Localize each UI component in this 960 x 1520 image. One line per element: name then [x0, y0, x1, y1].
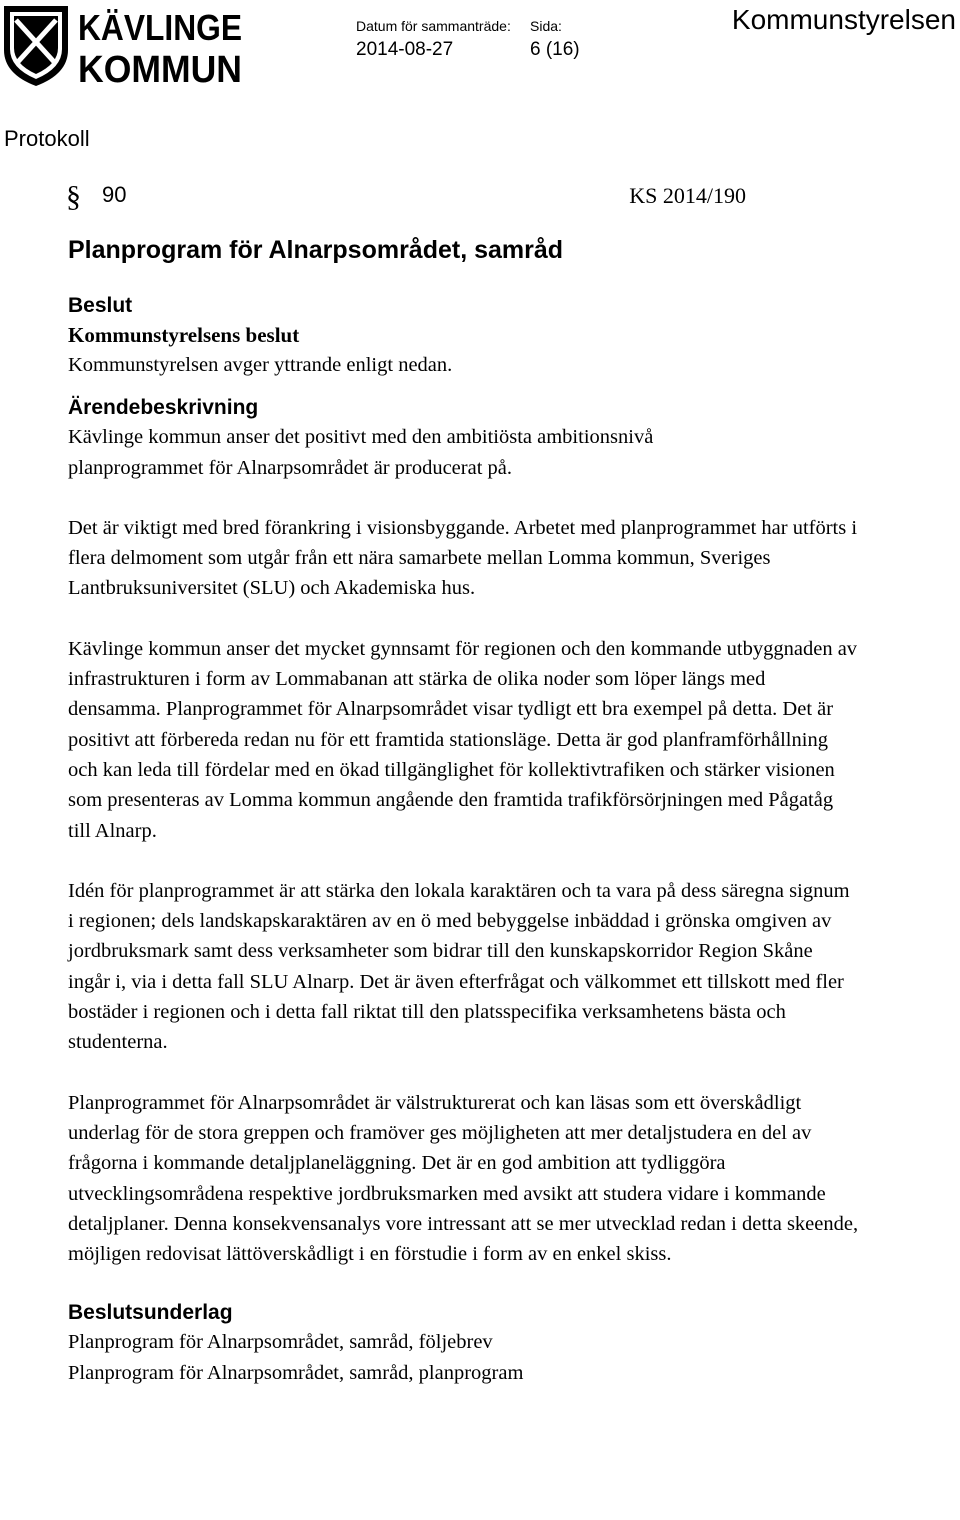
logo-emblem-icon	[0, 0, 246, 88]
paragraph-row	[66, 180, 746, 216]
beslutsunderlag-item: Planprogram för Alnarpsområdet, samråd, planprogram	[68, 1361, 524, 1384]
organization-title: Kommunstyrelsen	[731, 4, 956, 35]
arendebeskrivning-heading: Ärendebeskrivning	[68, 396, 259, 420]
body-paragraph: Det är viktigt med bred förankring i visionsbyggande. Arbetet med planprogrammet har utförts i flera delmoment som utgår från ett nära samarbete mellan Lomma kommun, Sveriges Lantbruksuniversitet (SLU) och Akademiska hus.	[68, 516, 858, 600]
case-number: KS 2014/190	[629, 183, 746, 208]
section-sign: §	[66, 180, 81, 213]
date-label: Datum för sammanträde:	[356, 18, 511, 34]
beslutsunderlag-item: Planprogram för Alnarpsområdet, samråd, följebrev	[68, 1331, 493, 1354]
logo-line2: KOMMUN	[78, 49, 242, 88]
date-value: 2014-08-27	[356, 39, 454, 60]
beslutsunderlag-heading: Beslutsunderlag	[68, 1301, 233, 1325]
paragraph-number: 90	[102, 182, 127, 207]
kavlinge-logo	[0, 0, 246, 88]
logo-line1: KÄVLINGE	[78, 7, 242, 48]
body-paragraph: Kävlinge kommun anser det positivt med den ambitiösta ambitionsnivå planprogrammet för Alnarpsområdet är producerat på.	[68, 426, 654, 479]
body-paragraph: Planprogrammet för Alnarpsområdet är välstrukturerat och kan läsas som ett överskådligt underlag för de stora greppen och framöver ges möjligheten att mer detaljstudera en del av frågorna i kommande detaljplaneläggning. Det är en god ambition att tydliggöra utvecklingsområdena respektive jordbruksmarken med avsikt att studera vidare i kommande detaljplaner. Denna konsekvensanalys vore intressant att se mer utvecklad redan i detta skeende, möjligen redovisat lättöverskådligt i en förstudie i form av en enkel skiss.	[68, 1091, 859, 1266]
page-label: Sida:	[530, 18, 562, 34]
beslut-heading: Beslut	[68, 294, 133, 317]
document-type: Protokoll	[4, 126, 90, 151]
body-paragraph: Idén för planprogrammet är att stärka den lokala karaktären och ta vara på dess säregna signum i regionen; dels landskapskaraktären av en ö med bebyggelse inbäddad i grönska omgiven av jordbruksmark samt dess verksamheter som bidrar till den kunskapskorridor Region Skåne ingår i, via i detta fall SLU Alnarp. Det är även efterfrågat och välkommet ett tillskott med fler bostäder i regionen och i detta fall riktat till den platsspecifika verksamhetens bästa och studenterna.	[68, 879, 850, 1054]
body-paragraph: Kävlinge kommun anser det mycket gynnsamt för regionen och den kommande utbyggnaden av infrastrukturen i form av Lommabanan att stärka de olika noder som löper längs med densamma. Planprogrammet för Alnarpsområdet visar tydligt ett bra exempel på detta. Det är positivt att förbereda redan nu för ett framtida stationsläge. Detta är god planframförhållning och kan leda till fördelar med en ökad tillgänglighet för kollektivtrafiken och stärker visionen som presenteras av Lomma kommun angående den framtida trafikförsörjningen med Pågatåg till Alnarp.	[68, 637, 858, 842]
beslut-text: Kommunstyrelsen avger yttrande enligt nedan.	[68, 354, 453, 376]
page-value: 6 (16)	[530, 39, 580, 60]
page-title: Planprogram för Alnarpsområdet, samråd	[68, 236, 564, 264]
document-body	[68, 292, 928, 1388]
beslut-subheading: Kommunstyrelsens beslut	[68, 323, 300, 347]
